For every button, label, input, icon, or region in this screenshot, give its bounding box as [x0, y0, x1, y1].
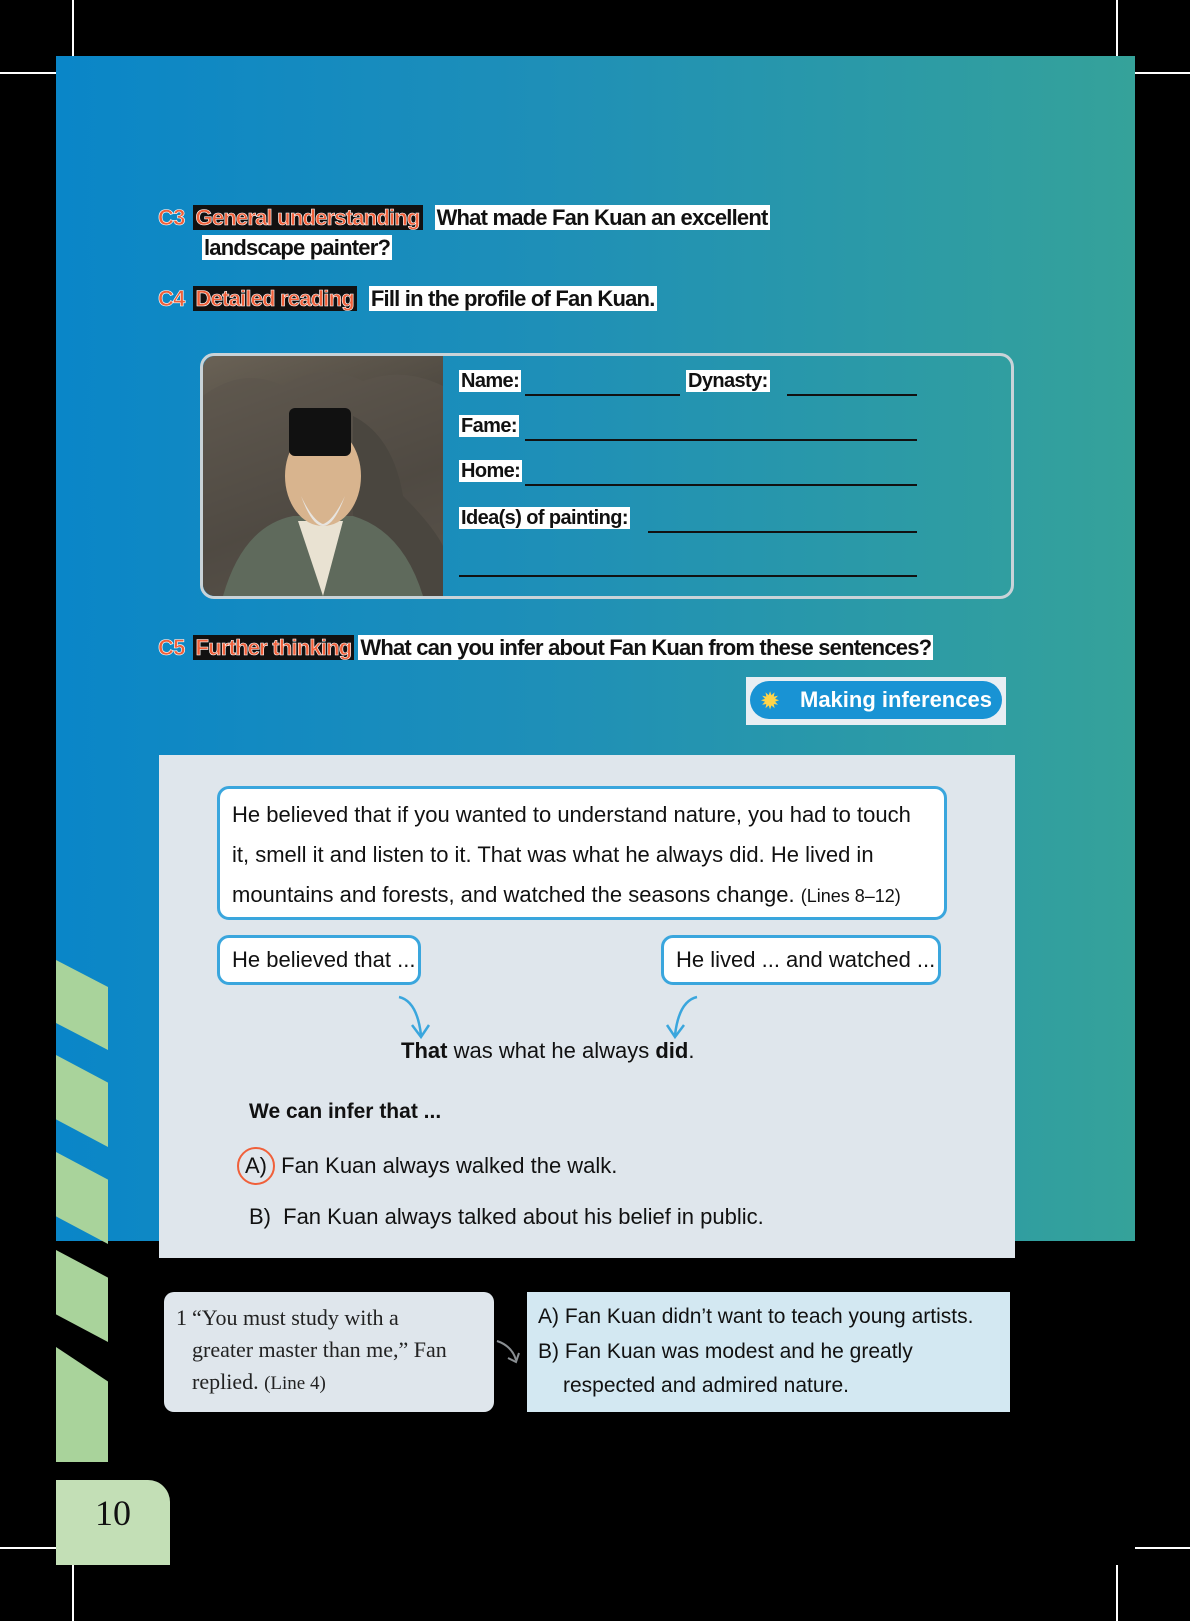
ideas-label: Idea(s) of painting: — [461, 507, 628, 529]
option-b-letter: B) — [249, 1204, 271, 1229]
q1-option-b-line1[interactable]: B) Fan Kuan was modest and he greatly — [538, 1340, 913, 1363]
q1-quote-box — [164, 1292, 494, 1412]
dynasty-field — [686, 370, 770, 393]
source-quote-text: He believed that if you wanted to understand nature, you had to touch it, smell it and listen to it. That was what he always did. He lived in mountains and forests, and watched the seasons change. — [232, 802, 911, 907]
conclusion-mid: was what he always — [453, 1038, 650, 1063]
crop-mark — [1135, 1547, 1190, 1549]
crop-mark — [1116, 1565, 1118, 1621]
side-stripe — [56, 1250, 108, 1342]
home-answer-line[interactable] — [525, 484, 917, 486]
crop-mark — [1135, 72, 1190, 74]
fame-field — [459, 415, 519, 438]
option-b-text: Fan Kuan always talked about his belief in public. — [283, 1204, 764, 1229]
left-chip-text: He believed that ... — [232, 947, 416, 972]
crop-mark — [0, 72, 56, 74]
right-chip-text: He lived ... and watched ... — [676, 947, 936, 972]
source-quote-box — [217, 786, 947, 920]
option-a-text: Fan Kuan always walked the walk. — [281, 1153, 618, 1178]
profile-card — [200, 353, 1014, 599]
ideas-answer-line-2[interactable] — [459, 575, 917, 577]
badge-pill — [750, 681, 1002, 719]
source-quote-ref: (Lines 8–12) — [800, 886, 901, 906]
c3-tag: General understanding — [193, 205, 423, 230]
q1-option-a[interactable]: A) Fan Kuan didn’t want to teach young artists. — [538, 1305, 974, 1328]
dynasty-answer-line[interactable] — [787, 394, 917, 396]
crop-mark — [0, 1547, 56, 1549]
conclusion-line — [401, 1038, 694, 1064]
left-chip — [217, 935, 421, 985]
home-label: Home: — [461, 460, 521, 482]
lightbulb-icon: ✹ — [760, 688, 781, 715]
q1-number: 1 — [176, 1305, 187, 1330]
c3-question-cont — [202, 233, 392, 263]
fame-label: Fame: — [461, 415, 517, 437]
example-card — [159, 755, 1015, 1258]
crop-mark — [72, 1565, 74, 1621]
option-b[interactable] — [249, 1204, 764, 1230]
ideas-answer-line[interactable] — [648, 531, 917, 533]
conclusion-that: That — [401, 1038, 448, 1063]
c3-heading — [158, 203, 770, 233]
crop-mark — [1116, 0, 1118, 56]
making-inferences-badge — [746, 677, 1006, 725]
name-label: Name: — [461, 370, 520, 392]
q1-option-b-line2: respected and admired nature. — [563, 1374, 850, 1397]
side-stripe — [56, 1347, 108, 1462]
conclusion-did: did — [655, 1038, 689, 1063]
name-answer-line[interactable] — [525, 394, 680, 396]
right-chip — [661, 935, 941, 985]
infer-heading: We can infer that ... — [249, 1100, 442, 1123]
c3-question-line2: landscape painter? — [204, 235, 391, 260]
q1-quote-line1: “You must study with a — [192, 1305, 399, 1330]
q1-arrow-icon — [494, 1336, 524, 1366]
q1-quote-line3: replied. — [192, 1369, 259, 1394]
conclusion-end: . — [688, 1038, 695, 1063]
c4-heading — [158, 284, 657, 314]
c5-question: What can you infer about Fan Kuan from these sentences? — [360, 635, 932, 660]
c5-heading — [158, 633, 933, 663]
q1-ref: (Line 4) — [264, 1373, 326, 1394]
home-field — [459, 460, 522, 483]
crop-mark — [72, 0, 74, 56]
c3-code: C3 — [158, 205, 185, 230]
badge-label: Making inferences — [800, 687, 992, 712]
c4-code: C4 — [158, 286, 185, 311]
c5-tag: Further thinking — [193, 635, 355, 660]
ideas-field — [459, 507, 630, 530]
q1-options-box — [527, 1292, 1010, 1412]
c4-question: Fill in the profile of Fan Kuan. — [370, 286, 655, 311]
c5-code: C5 — [158, 635, 185, 660]
fan-kuan-portrait — [203, 356, 443, 596]
left-arrow-icon — [397, 993, 447, 1043]
c4-tag: Detailed reading — [193, 286, 357, 311]
name-field — [459, 370, 521, 393]
dynasty-label: Dynasty: — [688, 370, 768, 392]
fame-answer-line[interactable] — [525, 439, 917, 441]
option-a-letter: A) — [237, 1147, 275, 1185]
option-a[interactable] — [237, 1147, 617, 1185]
right-arrow-icon — [649, 993, 699, 1043]
page-number: 10 — [56, 1480, 170, 1565]
q1-quote-line2: greater master than me,” Fan — [192, 1337, 447, 1362]
c3-question: What made Fan Kuan an excellent — [436, 205, 768, 230]
